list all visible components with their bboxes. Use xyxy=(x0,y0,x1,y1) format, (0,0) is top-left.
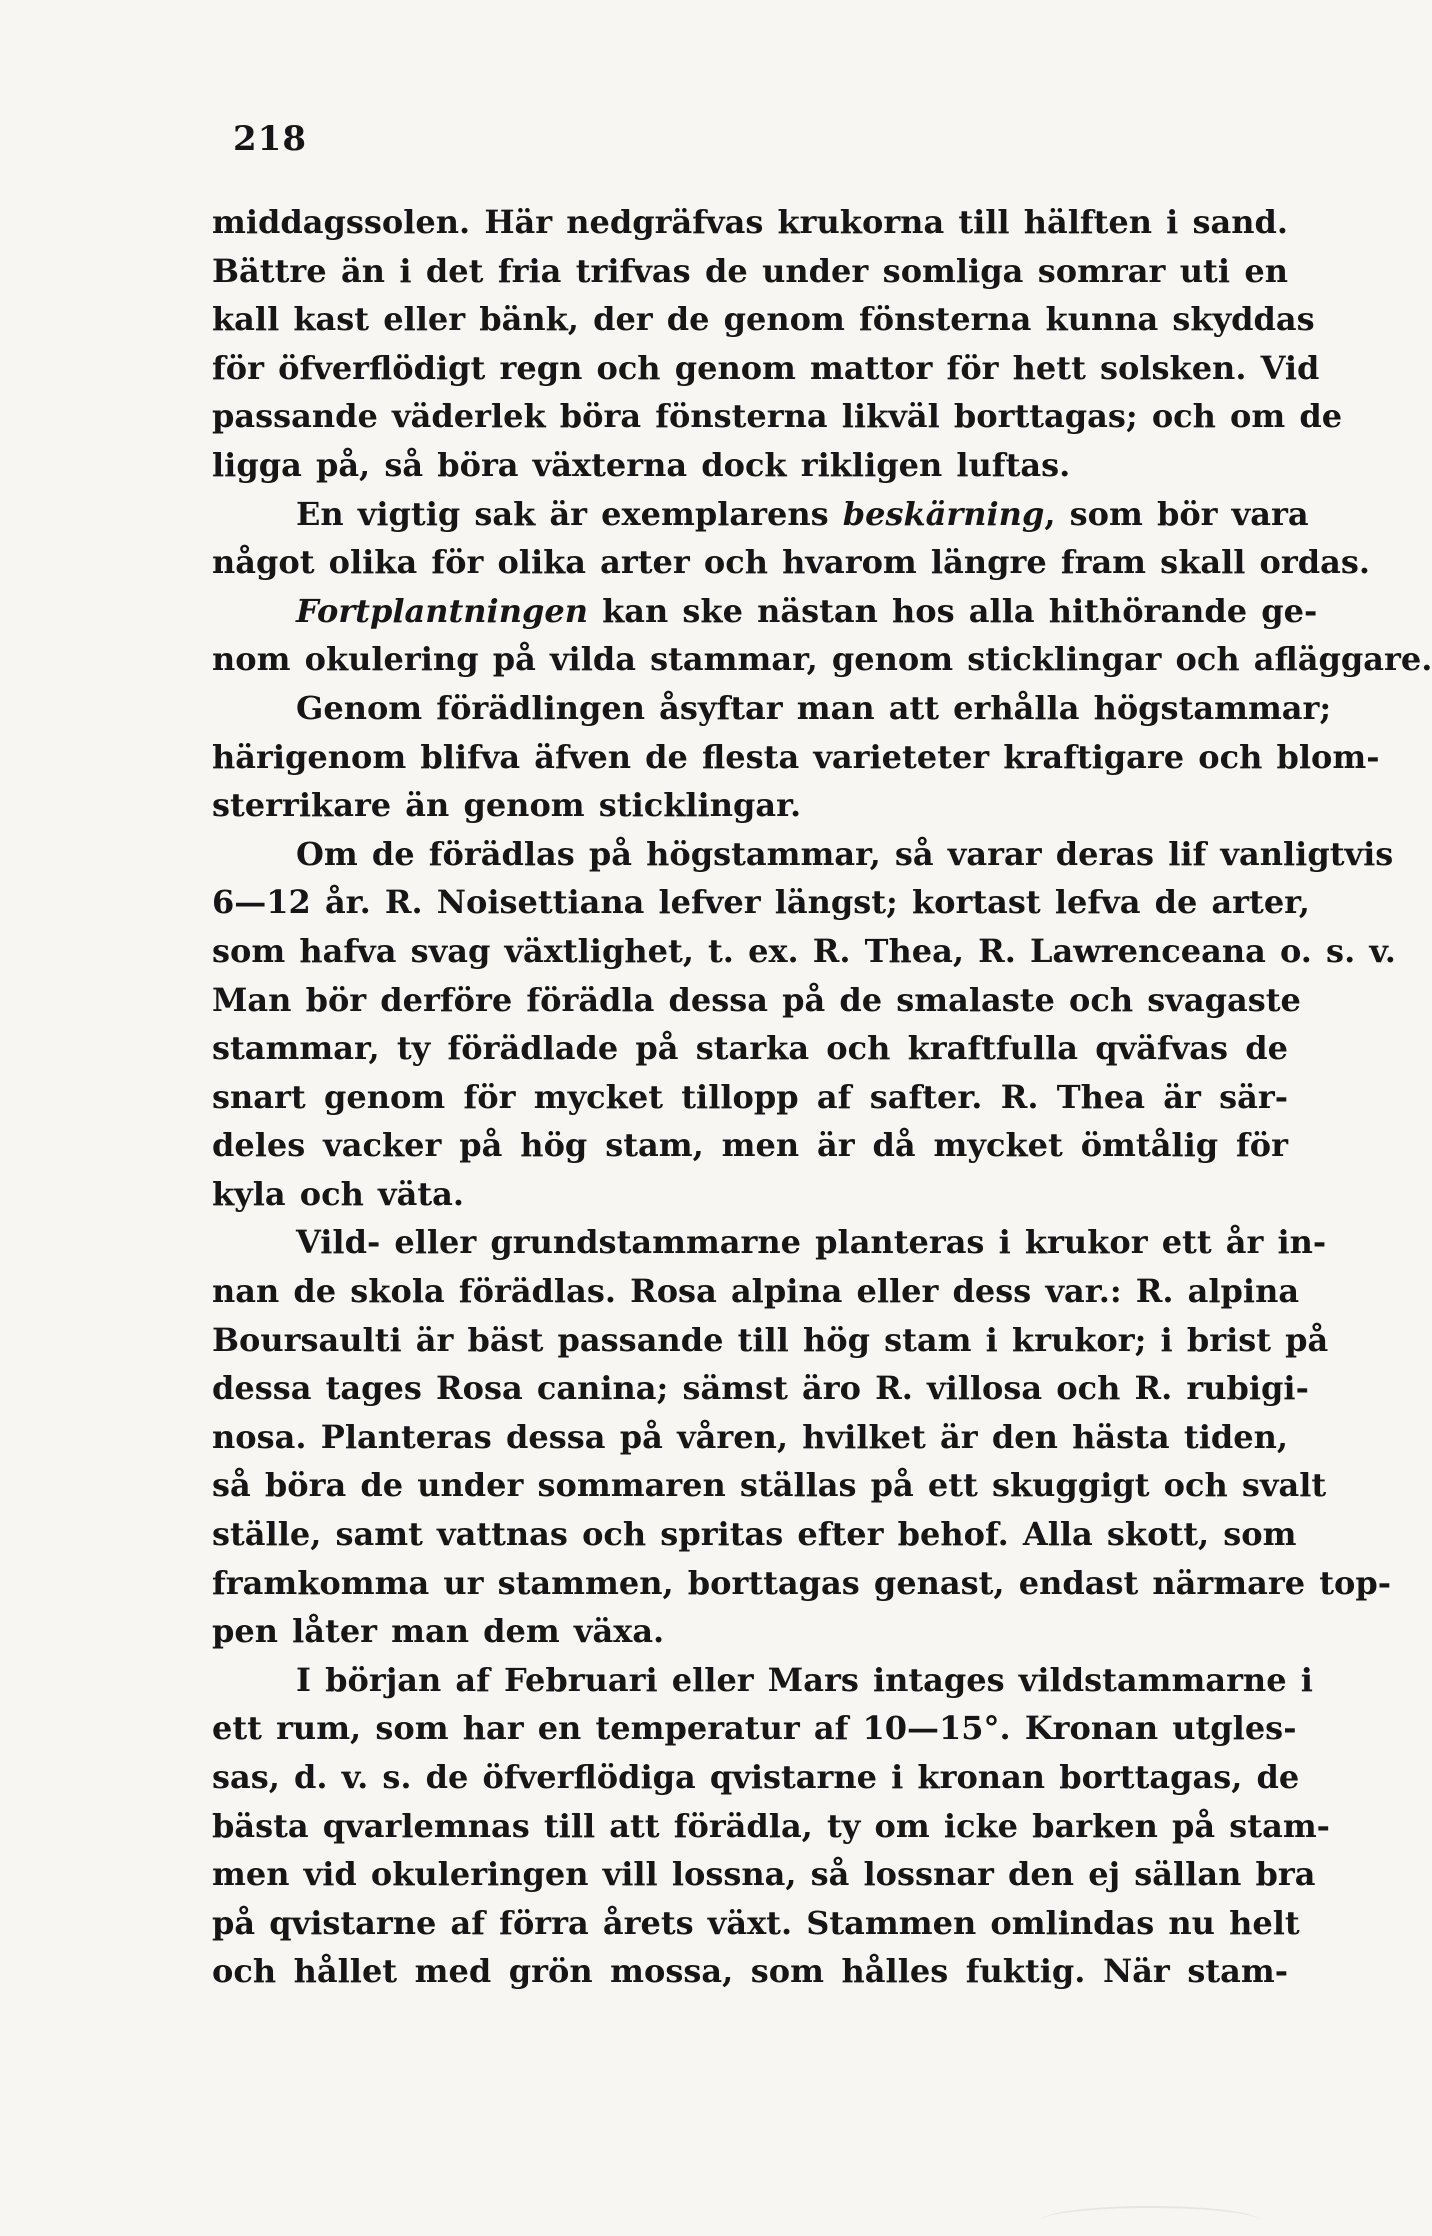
page-number: 218 xyxy=(233,119,307,159)
text-line: men vid okuleringen vill lossna, så lossnar den ej sällan bra xyxy=(212,1855,1316,1894)
text-line: och hållet med grön mossa, som hålles fuktig. När stam- xyxy=(212,1952,1288,1991)
text-line: på qvistarne af förra årets växt. Stammen omlindas nu helt xyxy=(212,1903,1300,1942)
text-line: Vild- eller grundstammarne planteras i krukor ett år in- xyxy=(296,1223,1327,1262)
text-line: bästa qvarlemnas till att förädla, ty om icke barken på stam- xyxy=(212,1806,1330,1845)
text-line: nom okulering på vilda stammar, genom sticklingar och afläggare. xyxy=(212,640,1432,679)
text-segment: , som bör vara xyxy=(1044,494,1309,533)
text-line: framkomma ur stammen, borttagas genast, endast närmare top- xyxy=(212,1563,1391,1602)
text-line: I början af Februari eller Mars intages vildstammarne i xyxy=(296,1660,1313,1699)
text-line: Genom förädlingen åsyftar man att erhålla högstammar; xyxy=(296,688,1332,727)
body-text xyxy=(212,198,1432,1996)
text-line: deles vacker på hög stam, men är då mycket ömtålig för xyxy=(212,1126,1288,1165)
text-segment: kan ske nästan hos alla hithörande ge- xyxy=(602,591,1318,630)
emphasis-term: Fortplantningen xyxy=(296,591,588,630)
text-line: Boursaulti är bäst passande till hög stam i krukor; i brist på xyxy=(212,1320,1329,1359)
library-stamp-edge xyxy=(1040,2206,1260,2236)
text-line: något olika för olika arter och hvarom längre fram skall ordas. xyxy=(212,543,1371,582)
text-line: sterrikare än genom sticklingar. xyxy=(212,786,802,825)
text-line: ligga på, så böra växterna dock rikligen luftas. xyxy=(212,445,1071,484)
text-line: passande väderlek böra fönsterna likväl borttagas; och om de xyxy=(212,397,1343,436)
text-line: sas, d. v. s. de öfverflödiga qvistarne i kronan borttagas, de xyxy=(212,1758,1300,1796)
text-line: ett rum, som har en temperatur af 10—15°. Kronan utgles- xyxy=(212,1709,1297,1748)
text-line: Om de förädlas på högstammar, så varar deras lif vanligtvis xyxy=(296,834,1394,873)
text-line: kyla och väta. xyxy=(212,1174,465,1213)
text-line: som hafva svag växtlighet, t. ex. R. Thea, R. Lawrenceana o. s. v. xyxy=(212,931,1396,970)
text-line: så böra de under sommaren ställas på ett skuggigt och svalt xyxy=(212,1466,1327,1505)
text-line: nan de skola förädlas. Rosa alpina eller dess var.: R. alpina xyxy=(212,1272,1300,1311)
text-line: middagssolen. Här nedgräfvas krukorna till hälften i sand. xyxy=(212,203,1288,241)
text-line: för öfverflödigt regn och genom mattor för hett solsken. Vid xyxy=(212,348,1320,387)
text-line: Bättre än i det fria trifvas de under somliga somrar uti en xyxy=(212,251,1288,290)
text-line: stammar, ty förädlade på starka och kraftfulla qväfvas de xyxy=(212,1029,1288,1068)
text-line: pen låter man dem växa. xyxy=(212,1612,665,1651)
text-line: nosa. Planteras dessa på våren, hvilket är den hästa tiden, xyxy=(212,1417,1288,1456)
text-line: 6—12 år. R. Noisettiana lefver längst; kortast lefva de arter, xyxy=(212,883,1310,922)
text-line: Man bör derföre förädla dessa på de smalaste och svagaste xyxy=(212,980,1301,1019)
text-line xyxy=(212,587,1318,636)
text-line: snart genom för mycket tillopp af safter. R. Thea är sär- xyxy=(212,1077,1288,1116)
emphasis-term: beskärning xyxy=(842,494,1045,533)
text-line: härigenom blifva äfven de flesta varieteter kraftigare och blom- xyxy=(212,737,1380,776)
text-segment: En vigtig sak är exemplarens xyxy=(296,494,829,533)
text-line: ställe, samt vattnas och spritas efter behof. Alla skott, som xyxy=(212,1515,1297,1554)
text-line: dessa tages Rosa canina; sämst äro R. villosa och R. rubigi- xyxy=(212,1369,1309,1408)
text-line xyxy=(212,490,1309,539)
text-line: kall kast eller bänk, der de genom fönsterna kunna skyddas xyxy=(212,300,1315,339)
